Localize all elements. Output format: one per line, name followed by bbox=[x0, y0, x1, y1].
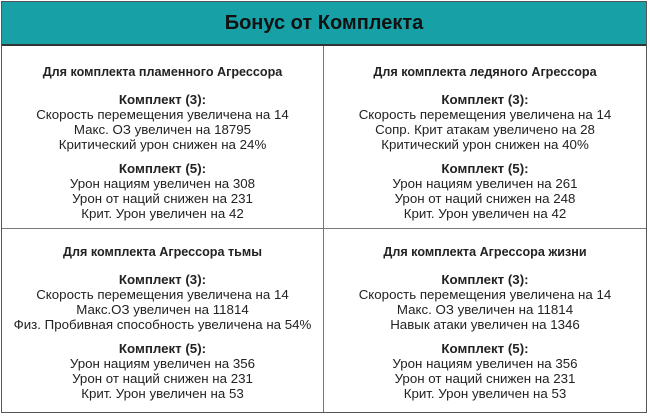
bonus-line: Урон от наций снижен на 231 bbox=[72, 371, 253, 386]
bonus-line: Физ. Пробивная способность увеличена на 54% bbox=[13, 317, 312, 332]
bonus-line: Макс.ОЗ увеличен на 11814 bbox=[76, 302, 249, 317]
bonus-line: Макс. ОЗ увеличен на 18795 bbox=[73, 122, 252, 137]
bonus-line: Урон нациям увеличен на 261 bbox=[392, 176, 578, 191]
bonus-line: Навык атаки увеличен на 1346 bbox=[390, 317, 580, 332]
group-label: Комплект (5): bbox=[441, 161, 529, 176]
set-cell-flame bbox=[2, 46, 324, 229]
bonus-line: Макс. ОЗ увеличен на 11814 bbox=[396, 302, 574, 317]
set-cell-life bbox=[324, 229, 646, 412]
bonus-line: Крит. Урон увеличен на 53 bbox=[403, 386, 567, 401]
bonus-line: Критический урон снижен на 40% bbox=[381, 137, 589, 152]
set-group-3 bbox=[324, 92, 646, 152]
group-label: Комплект (3): bbox=[118, 92, 207, 107]
set-heading: Для комплекта пламенного Агрессора bbox=[42, 65, 283, 79]
set-group-5 bbox=[324, 341, 646, 401]
set-heading: Для комплекта ледяного Агрессора bbox=[373, 65, 597, 79]
table-title: Бонус от Комплекта bbox=[2, 2, 646, 46]
set-group-5 bbox=[2, 341, 323, 401]
bonus-line: Урон нациям увеличен на 308 bbox=[69, 176, 256, 191]
bonus-line: Скорость перемещения увеличена на 14 bbox=[358, 287, 612, 302]
group-label: Комплект (5): bbox=[441, 341, 529, 356]
group-label: Комплект (5): bbox=[118, 161, 207, 176]
set-heading: Для комплекта Агрессора тьмы bbox=[63, 245, 262, 259]
bonus-line: Урон нациям увеличен на 356 bbox=[392, 356, 578, 371]
set-cell-dark bbox=[2, 229, 324, 412]
bonus-line: Крит. Урон увеличен на 42 bbox=[81, 206, 244, 221]
set-group-5 bbox=[324, 161, 646, 221]
set-group-3 bbox=[2, 272, 323, 332]
bonus-line: Урон от наций снижен на 248 bbox=[394, 191, 576, 206]
set-bonus-table bbox=[1, 1, 647, 413]
bonus-line: Критический урон снижен на 24% bbox=[58, 137, 267, 152]
group-label: Комплект (3): bbox=[441, 92, 529, 107]
bonus-line: Скорость перемещения увеличена на 14 bbox=[358, 107, 612, 122]
set-group-5 bbox=[2, 161, 323, 221]
bonus-line: Урон от наций снижен на 231 bbox=[72, 191, 253, 206]
bonus-line: Скорость перемещения увеличена на 14 bbox=[36, 107, 289, 122]
group-label: Комплект (3): bbox=[441, 272, 529, 287]
bonus-line: Крит. Урон увеличен на 42 bbox=[403, 206, 567, 221]
bonus-line: Урон от наций снижен на 231 bbox=[394, 371, 576, 386]
set-group-3 bbox=[324, 272, 646, 332]
set-group-3 bbox=[2, 92, 323, 152]
bonus-line: Сопр. Крит атакам увеличено на 28 bbox=[375, 122, 595, 137]
group-label: Комплект (3): bbox=[118, 272, 207, 287]
group-label: Комплект (5): bbox=[118, 341, 207, 356]
bonus-line: Крит. Урон увеличен на 53 bbox=[81, 386, 244, 401]
bonus-line: Урон нациям увеличен на 356 bbox=[69, 356, 256, 371]
set-heading: Для комплекта Агрессора жизни bbox=[383, 245, 587, 259]
set-cell-ice bbox=[324, 46, 646, 229]
bonus-line: Скорость перемещения увеличена на 14 bbox=[36, 287, 289, 302]
set-grid bbox=[2, 46, 646, 412]
